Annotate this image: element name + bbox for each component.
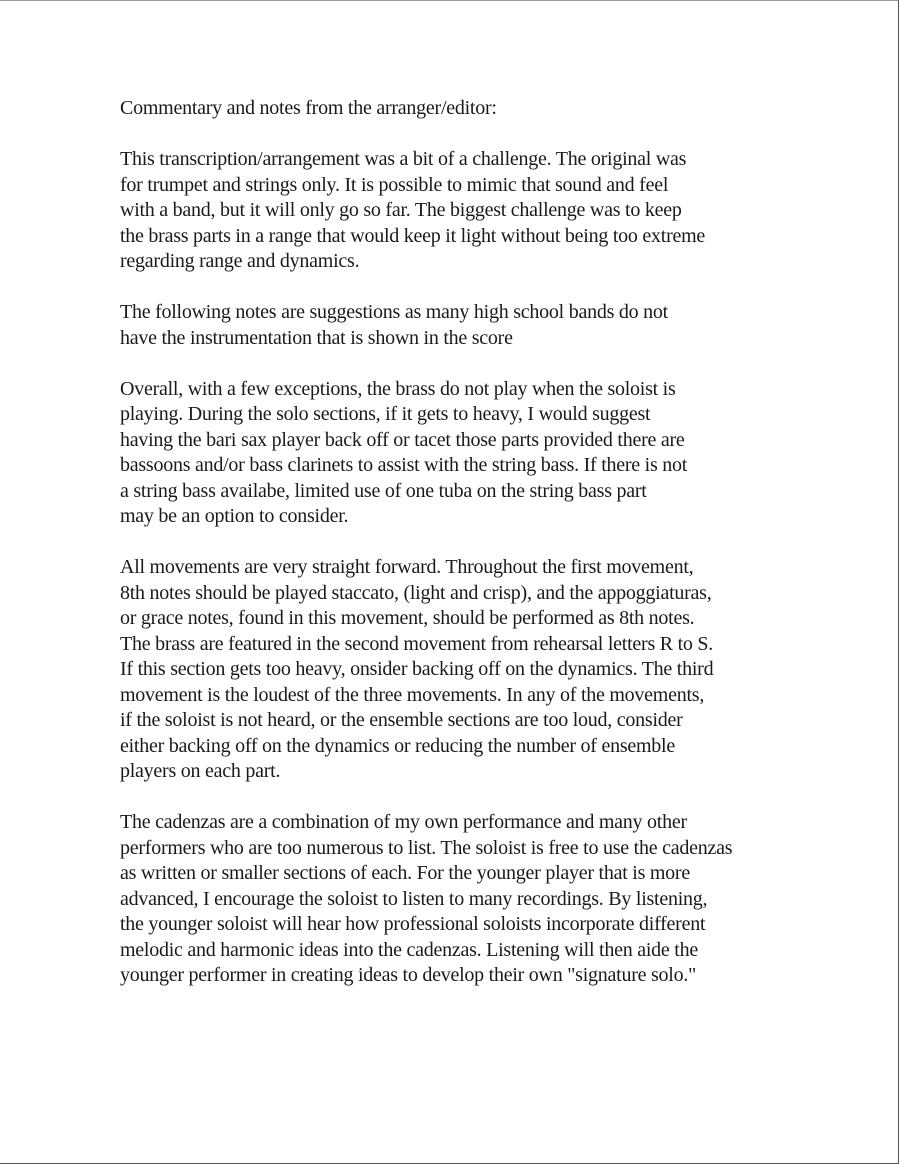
paragraph-cadenzas <box>120 810 840 989</box>
paragraph-line: as written or smaller sections of each. For the younger player that is more <box>120 862 690 884</box>
paragraph-line: advanced, I encourage the soloist to listen to many recordings. By listening, <box>120 887 708 910</box>
paragraph-solo-sections <box>120 377 840 530</box>
paragraph-line: If this section gets too heavy, onsider backing off on the dynamics. The third <box>120 658 714 680</box>
paragraph-line: The brass are featured in the second movement from rehearsal letters R to S. <box>120 632 714 655</box>
paragraph-line: with a band, but it will only go so far. The biggest challenge was to keep <box>120 199 682 221</box>
document-body <box>120 96 840 1014</box>
paragraph-line: melodic and harmonic ideas into the cadenzas. Listening will then aide the <box>120 938 698 961</box>
paragraph-line: bassoons and/or bass clarinets to assist with the string bass. If there is not <box>120 454 688 476</box>
heading-line: Commentary and notes from the arranger/editor: <box>120 97 497 119</box>
paragraph-line: for trumpet and strings only. It is possible to mimic that sound and feel <box>120 173 669 196</box>
paragraph-line: movement is the loudest of the three movements. In any of the movements, <box>120 683 705 706</box>
paragraph-movements <box>120 555 840 785</box>
paragraph-line: The cadenzas are a combination of my own performance and many other <box>120 811 687 833</box>
paragraph-line: regarding range and dynamics. <box>120 250 360 272</box>
paragraph-line: playing. During the solo sections, if it gets to heavy, I would suggest <box>120 403 651 425</box>
paragraph-line: either backing off on the dynamics or reducing the number of ensemble <box>120 734 675 757</box>
paragraph-line: if the soloist is not heard, or the ensemble sections are too loud, consider <box>120 709 683 731</box>
paragraph-line: have the instrumentation that is shown in the score <box>120 326 513 349</box>
paragraph-line: All movements are very straight forward. Throughout the first movement, <box>120 556 694 578</box>
paragraph-line: or grace notes, found in this movement, should be performed as 8th notes. <box>120 607 695 629</box>
paragraph-line: the younger soloist will hear how professional soloists incorporate different <box>120 913 706 935</box>
paragraph-line: This transcription/arrangement was a bit of a challenge. The original was <box>120 148 687 170</box>
paragraph-suggestions <box>120 300 840 351</box>
paragraph-line: may be an option to consider. <box>120 505 349 527</box>
paragraph-line: The following notes are suggestions as many high school bands do not <box>120 301 668 323</box>
paragraph-line: 8th notes should be played staccato, (light and crisp), and the appoggiaturas, <box>120 581 712 604</box>
paragraph-line: having the bari sax player back off or tacet those parts provided there are <box>120 428 685 451</box>
paragraph-line: performers who are too numerous to list. The soloist is free to use the cadenzas <box>120 836 733 859</box>
paragraph-challenge <box>120 147 840 275</box>
paragraph-line: the brass parts in a range that would keep it light without being too extreme <box>120 224 706 247</box>
paragraph-line: a string bass availabe, limited use of one tuba on the string bass part <box>120 479 647 502</box>
document-heading <box>120 96 840 122</box>
paragraph-line: Overall, with a few exceptions, the brass do not play when the soloist is <box>120 377 676 400</box>
paragraph-line: younger performer in creating ideas to develop their own "signature solo." <box>120 964 696 986</box>
paragraph-line: players on each part. <box>120 760 281 782</box>
